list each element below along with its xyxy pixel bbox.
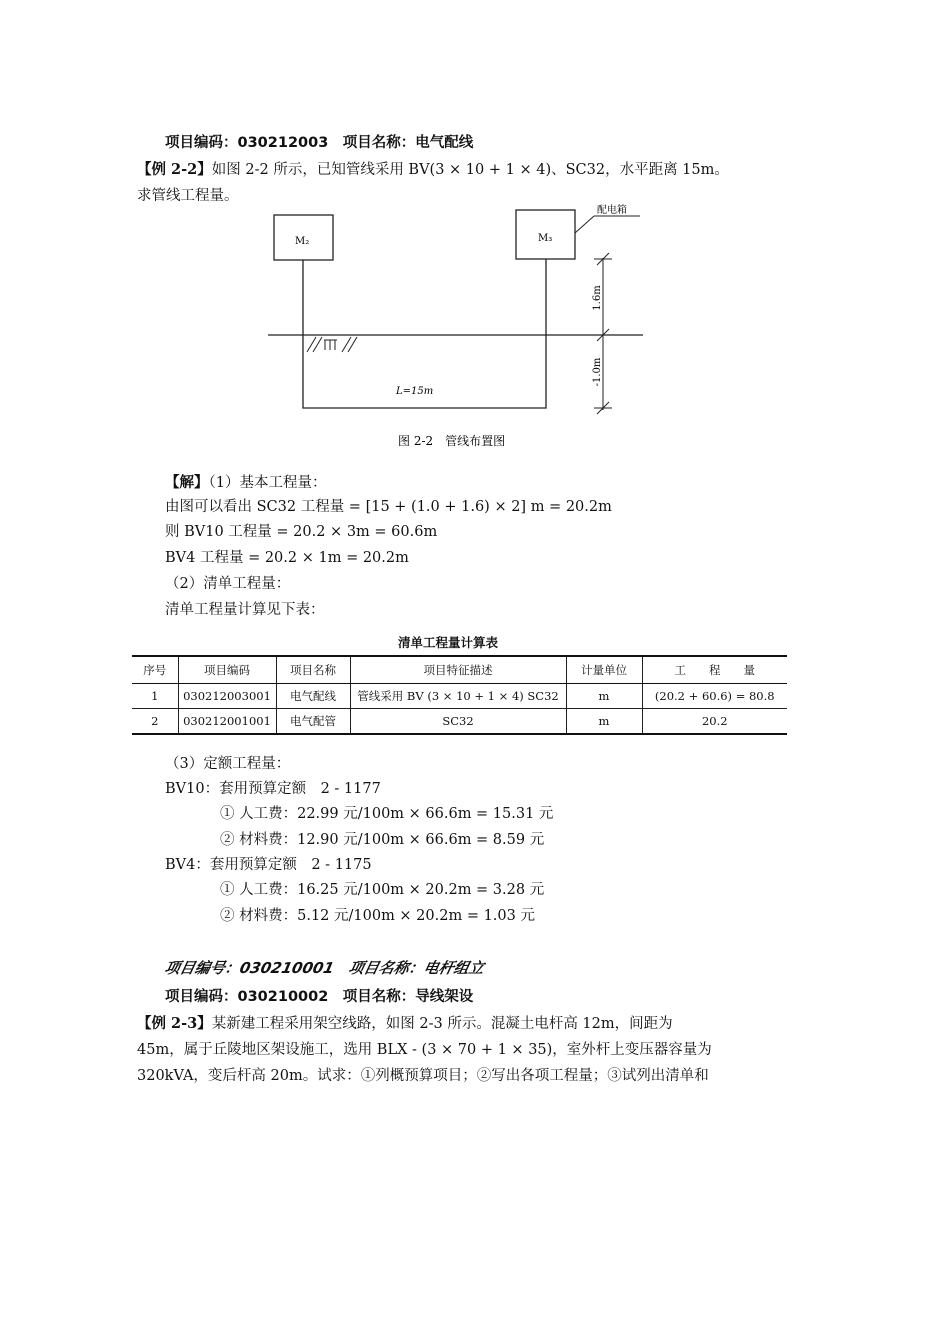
example-2-3-line2: 45m，属于丘陵地区架设施工，选用 BLX - (3 × 70 + 1 × 35)，室外杆上变压器容量为 [137,1042,712,1058]
example-2-3-line1 [137,1012,673,1033]
bv4-labor-cost: ① 人工费：16.25 元/100m × 20.2m = 3.28 元 [220,882,545,898]
table-row [132,709,787,735]
handwritten-project-heading: 项目编号：030210001 项目名称：电杆组立 [162,959,486,977]
solution-tag: 【解】 [165,474,209,491]
cell-quantity: 20.2 [642,709,787,735]
table-title: 清单工程量计算表 [398,635,499,650]
project-code-heading: 项目编码：030212003 项目名称：电气配线 [165,135,474,151]
example-tag: 【例 2-2】 [137,161,212,178]
cell-code: 030212001001 [178,709,276,735]
solution-step1 [165,471,326,492]
project-code-heading-2: 项目编码：030210002 项目名称：导线架设 [165,989,474,1005]
col-header-index: 序号 [132,656,178,684]
table-header-row [132,656,787,684]
figure-caption: 图 2-2 管线布置图 [398,434,506,448]
calc-line-bv10: 则 BV10 工程量 = 20.2 × 3m = 60.6m [165,524,438,540]
example-text: 如图 2-2 所示，已知管线采用 BV(3 × 10 + 1 × 4)、SC32，水平距离 15m。 [211,162,729,178]
col-header-name: 项目名称 [276,656,350,684]
cell-index: 2 [132,709,178,735]
step1-title: （1）基本工程量： [208,475,327,491]
bv10-quota-title: BV10：套用预算定额 2 - 1177 [165,781,381,797]
bv4-material-cost: ② 材料费：5.12 元/100m × 20.2m = 1.03 元 [220,908,535,924]
col-header-quantity: 工 程 量 [642,656,787,684]
example-2-2-line2: 求管线工程量。 [137,188,239,204]
cell-quantity: (20.2 + 60.6) = 80.8 [642,684,787,709]
callout-leader [575,216,594,233]
cell-code: 030212003001 [178,684,276,709]
box-m2-label: M₂ [295,236,310,247]
cell-unit: m [566,684,642,709]
example-2-2-line1 [137,158,729,179]
cell-name: 电气配管 [276,709,350,735]
calc-line-bv4: BV4 工程量 = 20.2 × 1m = 20.2m [165,550,409,566]
calc-line-sc32: 由图可以看出 SC32 工程量 = [15 + (1.0 + 1.6) × 2] m = 20.2m [165,499,612,515]
cell-unit: m [566,709,642,735]
bv10-labor-cost: ① 人工费：22.99 元/100m × 66.6m = 15.31 元 [220,806,554,822]
col-header-unit: 计量单位 [566,656,642,684]
step2-title: （2）清单工程量： [165,576,291,592]
step2-text: 清单工程量计算见下表： [165,602,325,618]
col-header-code: 项目编码 [178,656,276,684]
callout-label: 配电箱 [597,205,627,216]
cell-description: SC32 [350,709,566,735]
col-header-description: 项目特征描述 [350,656,566,684]
bv10-material-cost: ② 材料费：12.90 元/100m × 66.6m = 8.59 元 [220,832,545,848]
ground-hatch-icon [307,337,357,352]
box-m3-label: M₃ [538,233,553,244]
example-2-3-text: 某新建工程采用架空线路，如图 2-3 所示。混凝土电杆高 12m，间距为 [211,1016,673,1032]
cell-name: 电气配线 [276,684,350,709]
pipeline-layout-figure [255,200,655,460]
bill-quantity-table [132,655,787,735]
table-row [132,684,787,709]
example-2-3-line3: 320kVA，变后杆高 20m。试求：①列概预算项目；②写出各项工程量；③试列出清单和 [137,1068,709,1084]
example-tag-2: 【例 2-3】 [137,1015,212,1032]
cell-description: 管线采用 BV (3 × 10 + 1 × 4) SC32 [350,684,566,709]
length-label: L=15m [396,386,434,397]
dim-upper-label: 1.6m [592,285,603,311]
step3-title: （3）定额工程量： [165,756,291,772]
dim-lower-label: -1.0m [592,357,603,387]
bv4-quota-title: BV4：套用预算定额 2 - 1175 [165,857,372,873]
cell-index: 1 [132,684,178,709]
